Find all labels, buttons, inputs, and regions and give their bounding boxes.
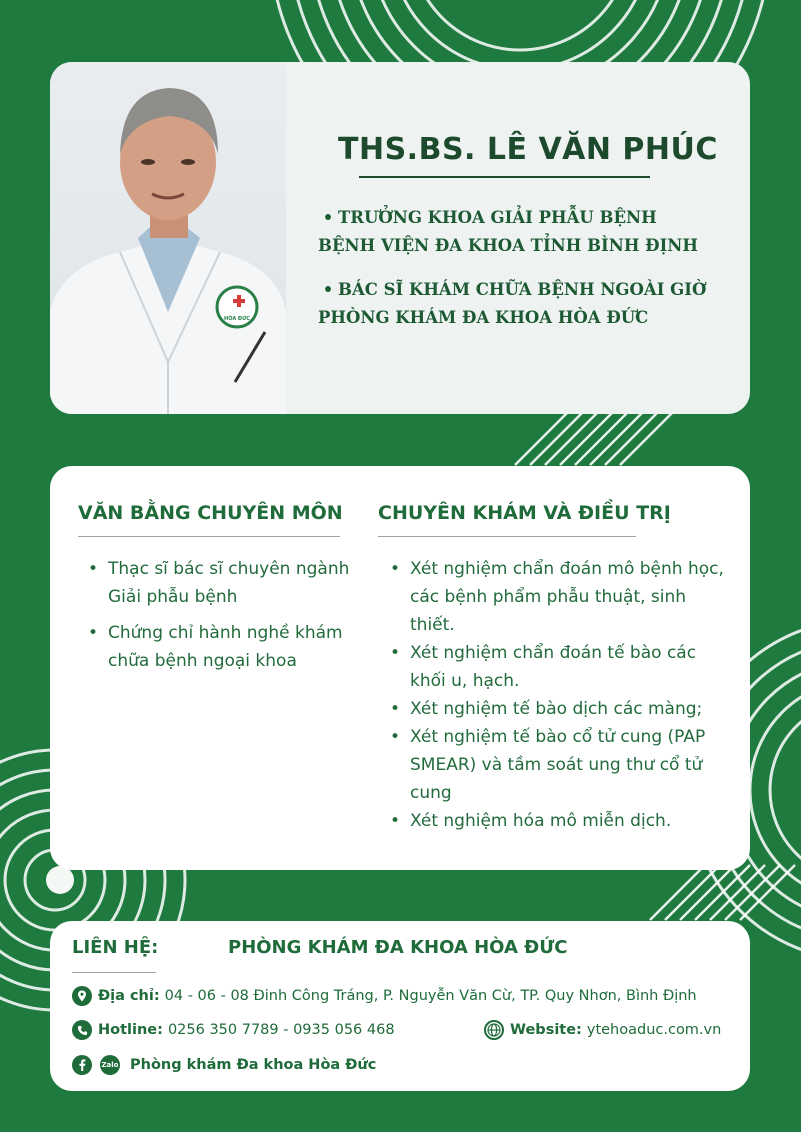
qualifications-list (88, 555, 358, 683)
bullet: • (322, 280, 334, 299)
contact-divider (72, 972, 156, 973)
list-item: • Xét nghiệm chẩn đoán mô bệnh học, các bệnh phẩm phẫu thuật, sinh thiết. (390, 555, 730, 639)
hotline-label: Hotline: (98, 1022, 163, 1038)
social-line (72, 1055, 381, 1075)
hotline-line (72, 1020, 395, 1040)
role-1-line-1 (318, 204, 738, 232)
address-label: Địa chỉ: (98, 988, 160, 1004)
hotline-value[interactable]: 0256 350 7789 - 0935 056 468 (167, 1022, 395, 1038)
contact-label: LIÊN HỆ: (72, 937, 159, 958)
qualifications-divider (78, 536, 340, 537)
list-item: • Xét nghiệm tế bào dịch các màng; (390, 695, 730, 723)
doctor-info (286, 62, 750, 414)
role-2-title: BÁC SĨ KHÁM CHỮA BỆNH NGOÀI GIỜ (338, 280, 707, 299)
doctor-role-1 (318, 204, 738, 260)
globe-icon (484, 1020, 504, 1040)
list-item: • Xét nghiệm chẩn đoán tế bào các khối u, hạch. (390, 639, 730, 695)
badge-logo-text: HÒA ĐỨC (224, 316, 250, 322)
contact-card (50, 921, 750, 1091)
doctor-card (50, 62, 750, 414)
website-line (484, 1020, 721, 1040)
address-line (72, 986, 697, 1006)
doctor-photo (50, 62, 286, 414)
clinic-name: PHÒNG KHÁM ĐA KHOA HÒA ĐỨC (228, 937, 568, 958)
specialties-list (390, 555, 730, 835)
list-item: • Xét nghiệm hóa mô miễn dịch. (390, 807, 730, 835)
facebook-icon[interactable] (72, 1055, 92, 1075)
specialties-divider (378, 536, 636, 537)
bullet: • (322, 208, 334, 227)
role-2-line-1 (318, 276, 738, 304)
list-item: • Thạc sĩ bác sĩ chuyên ngành Giải phẫu bệnh (88, 555, 358, 611)
location-pin-icon (72, 986, 92, 1006)
role-2-line-2: PHÒNG KHÁM ĐA KHOA HÒA ĐỨC (318, 308, 649, 327)
specialties-title: CHUYÊN KHÁM VÀ ĐIỀU TRỊ (378, 502, 671, 524)
website-link[interactable]: ytehoaduc.com.vn (586, 1022, 722, 1038)
social-page-name[interactable]: Phòng khám Đa khoa Hòa Đức (130, 1057, 377, 1073)
doctor-role-2 (318, 276, 738, 332)
zalo-icon[interactable]: Zalo (100, 1055, 120, 1075)
details-card (50, 466, 750, 870)
phone-icon (72, 1020, 92, 1040)
address-value: 04 - 06 - 08 Đinh Công Tráng, P. Nguyễn Văn Cừ, TP. Quy Nhơn, Bình Định (164, 988, 697, 1004)
website-label: Website: (510, 1022, 582, 1038)
role-1-line-2: BỆNH VIỆN ĐA KHOA TỈNH BÌNH ĐỊNH (318, 236, 698, 255)
role-1-title: TRƯỞNG KHOA GIẢI PHẪU BỆNH (338, 208, 657, 227)
doctor-name: THS.BS. LÊ VĂN PHÚC (338, 132, 718, 167)
list-item: • Xét nghiệm tế bào cổ tử cung (PAP SMEAR) và tầm soát ung thư cổ tử cung (390, 723, 730, 807)
qualifications-title: VĂN BẰNG CHUYÊN MÔN (78, 502, 343, 524)
name-underline (359, 176, 650, 178)
list-item: • Chứng chỉ hành nghề khám chữa bệnh ngoại khoa (88, 619, 358, 675)
